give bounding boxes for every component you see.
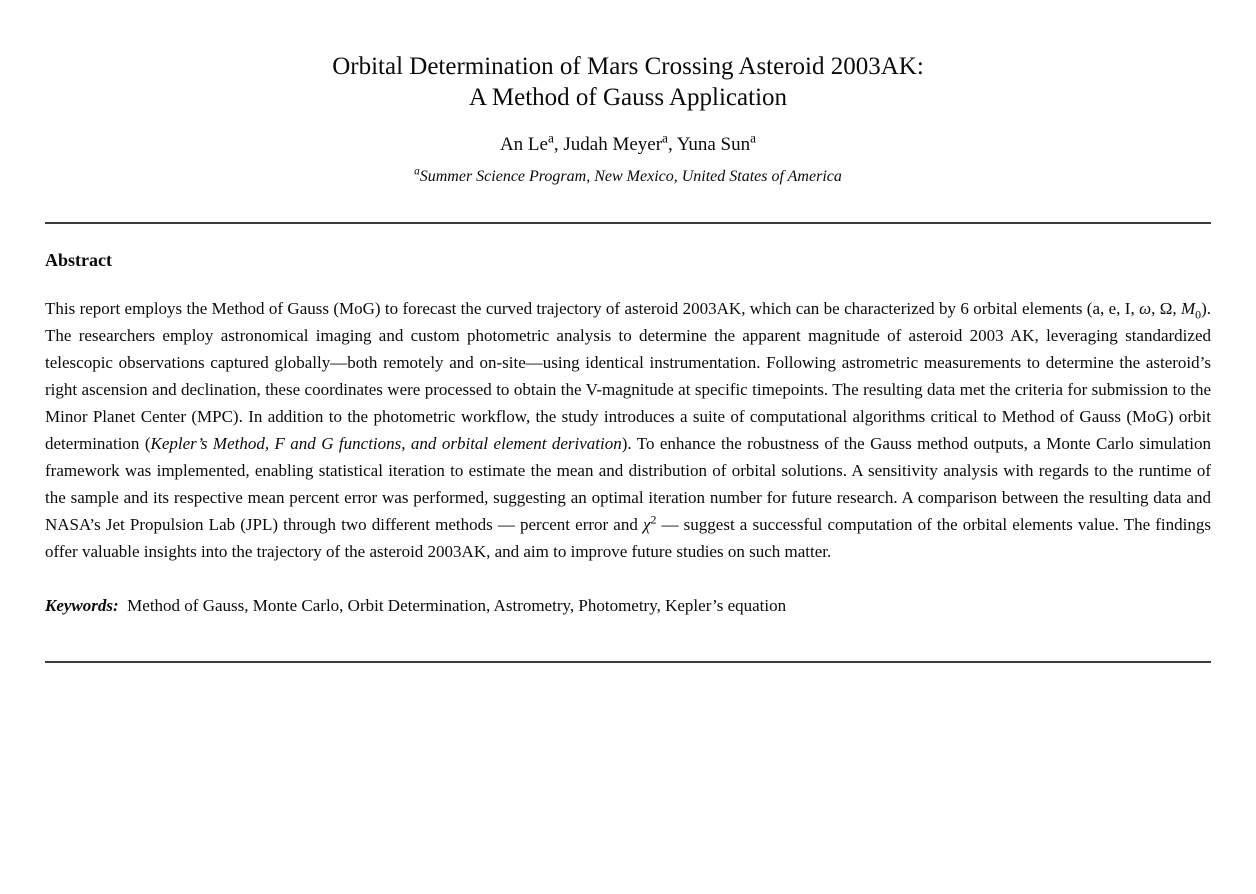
affiliation-line: $^a$Summer Science Program, New Mexico, United States of America (414, 165, 842, 185)
abstract-heading: Abstract (45, 250, 112, 270)
divider-bottom (45, 661, 1211, 663)
divider-top (45, 222, 1211, 224)
keywords-line: Keywords: Method of Gauss, Monte Carlo, Orbit Determination, Astrometry, Photometry, Kepler’s equation (45, 596, 787, 615)
abstract-body: This report employs the Method of Gauss (MoG) to forecast the curved trajectory of asteroid 2003AK, which can be characterized by 6 orbital elements (a, e, I, ω, Ω, $M_0$). The researchers employ astronomical imaging and custom photometric analysis to determine the apparent magnitude of asteroid 2003 AK, leveraging standardized telescopic observations captured globally—both remotely and on-site—using identical instrumentation. Following astrometric measurements to determine the asteroid’s right ascension and declination, these coordinates were processed to obtain the V-magnitude at specific timepoints. The resulting data met the criteria for submission to the Minor Planet Center (MPC). In addition to the photometric workflow, the study introduces a suite of computational algorithms critical to Method of Gauss (MoG) orbit determination (Kepler’s Method, F and G functions, and orbital element derivation). To enhance the robustness of the Gauss method outputs, a Monte Carlo simulation framework was implemented, enabling statistical iteration to estimate the mean and distribution of orbital solutions. A sensitivity analysis with regards to the runtime of the sample and its respective mean percent error was performed, suggesting an optimal iteration number for future research. A comparison between the resulting data and NASA’s Jet Propulsion Lab (JPL) through two different methods — percent error and $\chi^2$ — suggest a successful computation of the orbital elements value. The findings offer valuable insights into the trajectory of the asteroid 2003AK, and aim to improve future studies on such matter. (45, 299, 1212, 561)
paper-title (45, 52, 1211, 113)
author-list: An Le$^a$, Judah Meyer$^a$, Yuna Sun$^a$ (499, 130, 757, 155)
paper-title-line2: A Method of Gauss Application (468, 83, 788, 111)
paper-title-line1: Orbital Determination of Mars Crossing Asteroid 2003AK: (332, 53, 924, 80)
